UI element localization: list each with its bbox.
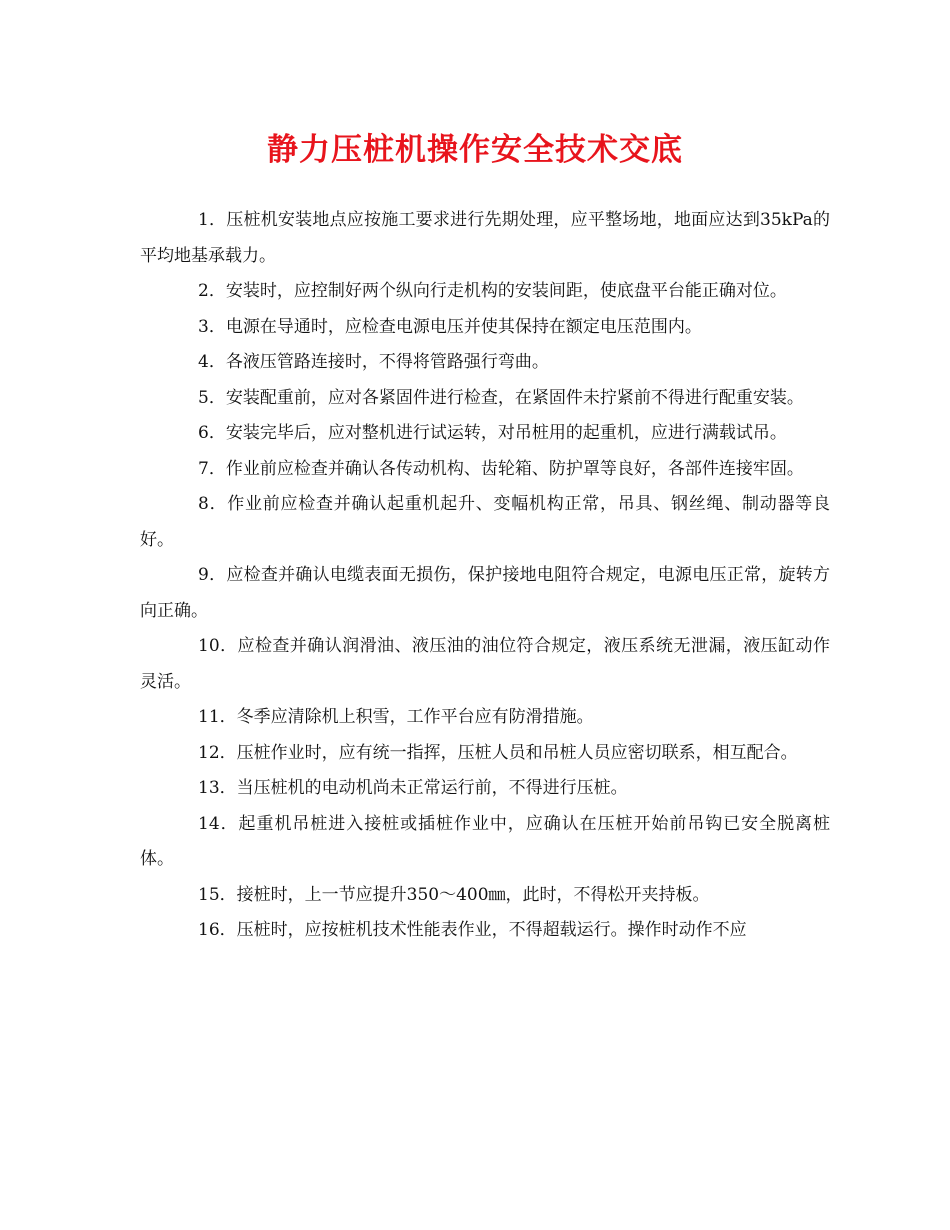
paragraph-15: 15．接桩时，上一节应提升350～400㎜，此时，不得松开夹持板。 [198, 884, 710, 905]
paragraph-16: 16．压桩时，应按桩机技术性能表作业，不得超载运行。操作时动作不应 [198, 920, 747, 940]
paragraph-8: 8．作业前应检查并确认起重机起升、变幅机构正常，吊具、钢丝绳、制动器等良好。 [140, 494, 830, 550]
document-body [140, 203, 830, 949]
paragraph-9: 9．应检查并确认电缆表面无损伤，保护接地电阻符合规定，电源电压正常，旋转方向正确。 [140, 565, 830, 621]
paragraph-6: 6．安装完毕后，应对整机进行试运转，对吊桩用的起重机，应进行满载试吊。 [198, 423, 787, 443]
paragraph-12: 12．压桩作业时，应有统一指挥，压桩人员和吊桩人员应密切联系，相互配合。 [198, 742, 798, 763]
paragraph-2: 2．安装时，应控制好两个纵向行走机构的安装间距，使底盘平台能正确对位。 [198, 281, 787, 301]
document-title: 静力压桩机操作安全技术交底 [267, 132, 683, 168]
paragraph-13: 13．当压桩机的电动机尚未正常运行前，不得进行压桩。 [198, 778, 628, 798]
paragraph-14: 14．起重机吊桩进入接桩或插桩作业中，应确认在压桩开始前吊钩已安全脱离桩体。 [140, 813, 830, 869]
paragraph-5: 5．安装配重前，应对各紧固件进行检查，在紧固件未拧紧前不得进行配重安装。 [198, 387, 804, 408]
paragraph-4: 4．各液压管路连接时，不得将管路强行弯曲。 [198, 352, 549, 372]
paragraph-10: 10．应检查并确认润滑油、液压油的油位符合规定，液压系统无泄漏，液压缸动作灵活。 [140, 636, 830, 692]
paragraph-1: 1．压桩机安装地点应按施工要求进行先期处理，应平整场地，地面应达到35kPa的平均地基承载力。 [140, 210, 830, 266]
paragraph-3: 3．电源在导通时，应检查电源电压并使其保持在额定电压范围内。 [198, 316, 702, 337]
paragraph-11: 11．冬季应清除机上积雪，工作平台应有防滑措施。 [198, 707, 594, 727]
paragraph-7: 7．作业前应检查并确认各传动机构、齿轮箱、防护罩等良好，各部件连接牢固。 [198, 458, 804, 479]
